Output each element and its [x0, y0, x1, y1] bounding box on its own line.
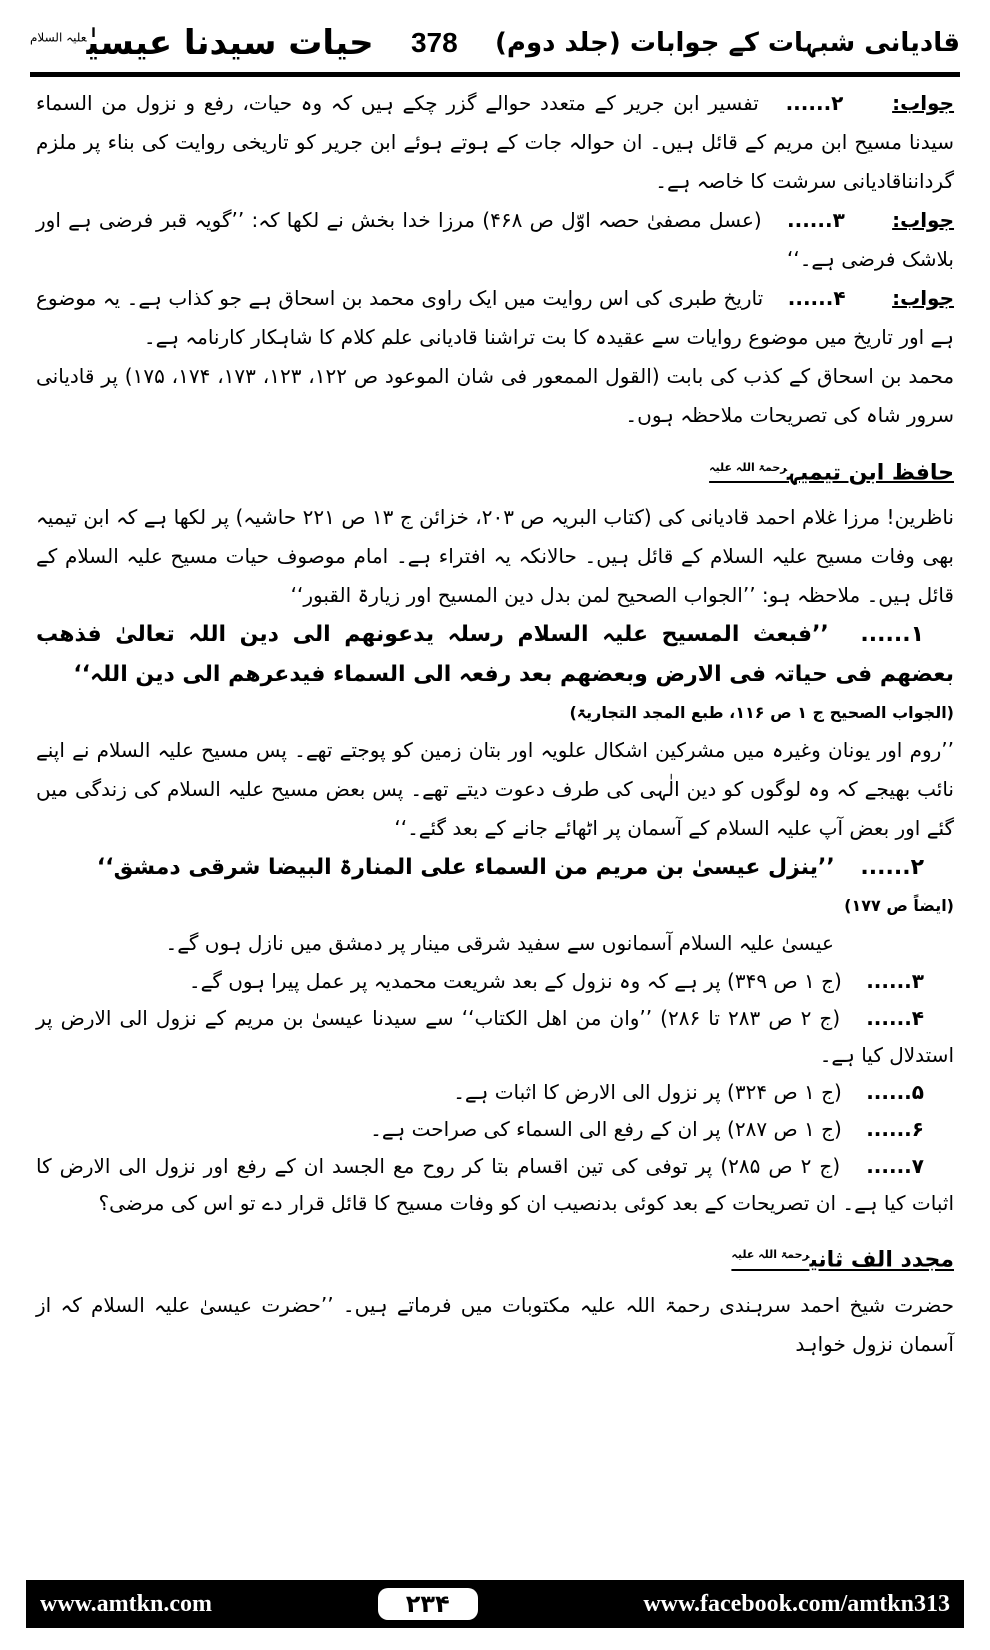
heading-honorific: رحمۃ اللہ علیہ [709, 461, 788, 474]
page-header [30, 14, 960, 76]
page-footer [26, 1580, 964, 1628]
book-title-honorific: علیہ السلام [30, 30, 87, 45]
arabic-quote: ’’ینزل عیسیٰ بن مریم من السماء علی المنارۃ البیضا شرقی دمشق‘‘ [96, 855, 835, 881]
point-text: (ج ۱ ص ۳۴۹) پر ہے کہ وہ نزول کے بعد شریعت محمدیہ پر عمل پیرا ہوں گے۔ [188, 969, 842, 994]
answer-label: جواب: [892, 286, 954, 310]
header-page-number: 378 [410, 27, 458, 58]
answer-text: (عسل مصفیٰ حصہ اوّل ص ۴۶۸) مرزا خدا بخش نے لکھا کہ: ’’گویہ قبر فرضی ہے اور بلاشک فرضی ہے۔‘‘ [36, 208, 954, 271]
ibn-ishaq-note: محمد بن اسحاق کے کذب کی بابت (القول الممعور فی شان الموعود ص ۱۲۲، ۱۲۳، ۱۷۳، ۱۷۴، ۱۷۵) پر قادیانی سرور شاہ کی تصریحات ملاحظہ ہوں۔ [36, 364, 955, 427]
item-number: ۲...... [785, 91, 844, 115]
item-number: ۱...... [860, 622, 924, 648]
point-text: (ج ۱ ص ۲۸۷) پر ان کے رفع الی السماء کی صراحت ہے۔ [370, 1117, 842, 1142]
quote-1-arabic [36, 615, 954, 695]
item-number: ۷...... [866, 1154, 924, 1179]
item-number: ۴...... [866, 1006, 925, 1031]
section-heading-mujaddid [36, 1238, 954, 1277]
item-number: ۳...... [866, 969, 924, 994]
quote-2-reference: (ایضاً ص ۱۷۷) [844, 896, 954, 916]
quote-2-arabic [36, 848, 954, 888]
item-number: ۵...... [866, 1080, 924, 1105]
book-title [30, 23, 374, 63]
series-title: قادیانی شبہات کے جوابات (جلد دوم) [495, 28, 960, 58]
quote-1-reference: (الجواب الصحیح ج ۱ ص ۱۱۶، طبع المجد التجاریۃ) [569, 703, 954, 723]
book-title-text: حیات سیدنا عیسیٰ [86, 23, 374, 63]
quote-2-translation: عیسیٰ علیہ السلام آسمانوں سے سفید شرقی مینار پر دمشق میں نازل ہوں گے۔ [165, 931, 834, 956]
item-number: ۳...... [787, 208, 845, 232]
page-content [36, 84, 954, 1566]
mujaddid-text: حضرت شیخ احمد سرہندی رحمۃ اللہ علیہ مکتوبات میں فرماتے ہیں۔ ’’حضرت عیسیٰ علیہ السلام کہ از آسمان نزول خواہد [36, 1292, 954, 1356]
item-number: ۴...... [787, 286, 846, 310]
point-text: (ج ۲ ص ۲۸۳ تا ۲۸۶) ’’وان من اھل الکتاب‘‘ سے سیدنا عیسیٰ بن مریم کے نزول الی الارض پر استدلال کیا ہے۔ [36, 1006, 954, 1068]
answer-3 [36, 201, 954, 279]
footer-bar [26, 1584, 964, 1624]
answer-4 [36, 279, 954, 357]
answer-label: جواب: [892, 208, 955, 232]
footer-website-link[interactable]: www.amtkn.com [40, 1590, 212, 1617]
quote-1-translation: ’’روم اور یونان وغیرہ میں مشرکین اشکال علویہ اور بتان زمین کو پوجتے تھے۔ پس مسیح علیہ السلام نے اپنے نائب بھیجے کہ وہ لوگوں کو دین الٰہی کی طرف دعوت دیتے تھے۔ پس بعض مسیح علیہ السلام کی زندگی میں گئے اور بعض آپ علیہ السلام کے آسمان پر اٹھائے جانے کے بعد گئے۔‘‘ [36, 738, 954, 841]
point-5 [36, 1074, 954, 1111]
item-number: ۲...... [860, 855, 924, 881]
point-text: (ج ۱ ص ۳۲۴) پر نزول الی الارض کا اثبات ہے۔ [453, 1080, 842, 1105]
section-heading-ibn-taymiyyah [36, 451, 954, 490]
answer-label: جواب: [892, 91, 955, 115]
point-3 [36, 963, 954, 1000]
answer-text: تفسیر ابن جریر کے متعدد حوالے گزر چکے ہیں کہ وہ حیات، رفع و نزول من السماء سیدنا مسیح ابن مریم کے قائل ہیں۔ ان حوالہ جات کے ہوتے ہوئے ابن جریر کو تاریخی روایت کی بناء پر ملزم گردانناقادیانی سرشت کا خاصہ ہے۔ [36, 91, 954, 193]
footer-page-number: ۲۳۴ [378, 1588, 478, 1620]
ibn-taymiyyah-intro: ناظرین! مرزا غلام احمد قادیانی کی (کتاب البریہ ص ۲۰۳، خزائن ج ۱۳ ص ۲۲۱ حاشیہ) پر لکھا ہے کہ ابن تیمیہ بھی وفات مسیح علیہ السلام کے قائل ہیں۔ حالانکہ یہ افتراء ہے۔ امام موصوف حیات مسیح علیہ السلام کے قائل ہیں۔ ملاحظہ ہو: ’’الجواب الصحیح لمن بدل دین المسیح اور زیارۃ القبور‘‘ [36, 505, 955, 608]
footer-facebook-link[interactable]: www.facebook.com/amtkn313 [643, 1590, 950, 1617]
item-number: ۶...... [866, 1117, 924, 1142]
answer-text: تاریخ طبری کی اس روایت میں ایک راوی محمد بن اسحاق ہے جو کذاب ہے۔ یہ موضوع ہے اور تاریخ میں موضوع روایات سے عقیدہ کا بت تراشنا قادیانی علم کلام کا شاہکار کارنامہ ہے۔ [36, 286, 954, 349]
header-rule [30, 76, 960, 77]
heading-text: حافظ ابن تیمیہ [787, 460, 954, 486]
point-6 [36, 1111, 954, 1148]
point-4 [36, 1000, 954, 1074]
arabic-quote: ’’فبعث المسیح علیہ السلام رسلہ یدعونھم الی دین اللہ تعالیٰ فذھب بعضھم فی حیاتہ فی الارض وبعضھم بعد رفعہ الی السماء فیدعرھم الی دین اللہ‘‘ [36, 622, 954, 688]
heading-text: مجدد الف ثانی [809, 1247, 954, 1273]
heading-honorific: رحمۃ اللہ علیہ [731, 1248, 810, 1262]
point-7 [36, 1148, 954, 1222]
answer-2 [36, 84, 954, 201]
point-text: (ج ۲ ص ۲۸۵) پر توفی کی تین اقسام بتا کر روح مع الجسد ان کے رفع اور نزول الی الارض کا اثبات کیا ہے۔ ان تصریحات کے بعد کوئی بدنصیب ان کو وفات مسیح کا قائل قرار دے تو اس کی مرضی؟ [36, 1154, 954, 1216]
